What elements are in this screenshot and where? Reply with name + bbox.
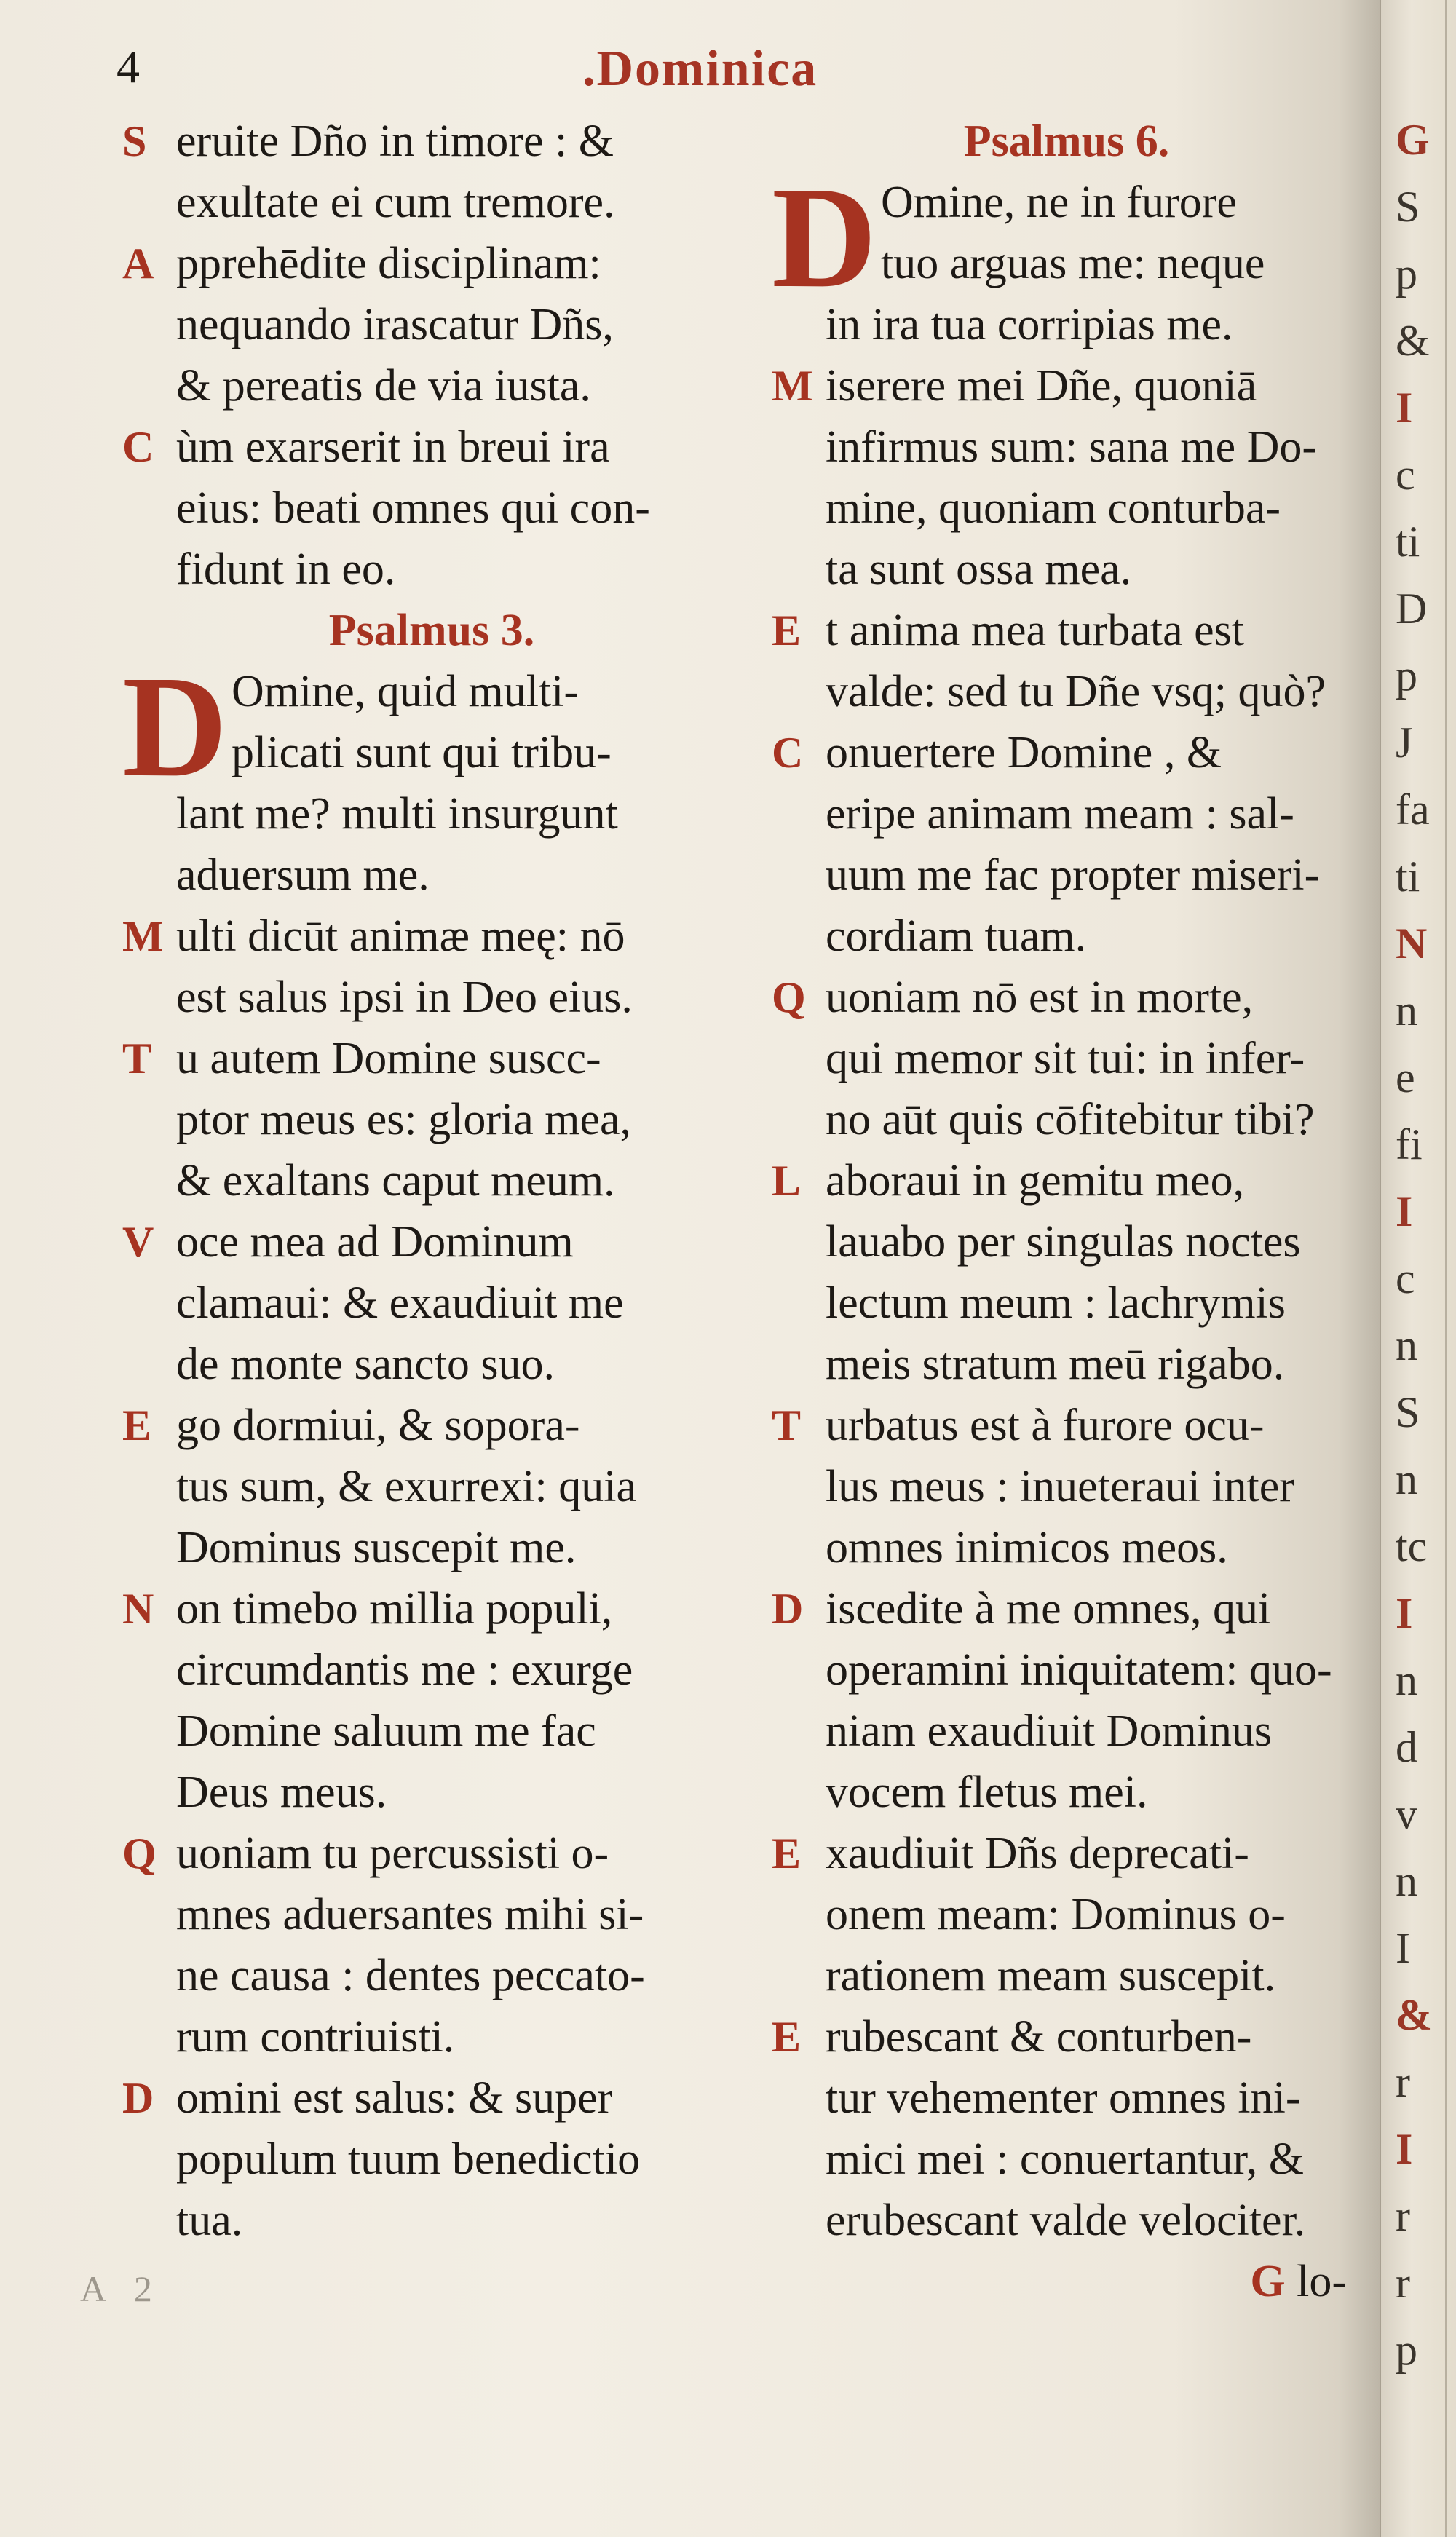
verse-text: nequando irascatur Dñs, bbox=[176, 300, 614, 349]
left-column bbox=[122, 111, 741, 2251]
verse-line bbox=[772, 2067, 1361, 2129]
verse-text: fidunt in eo. bbox=[176, 545, 396, 594]
facing-page-fragment: fi bbox=[1396, 1120, 1423, 1168]
verse-line bbox=[122, 1884, 741, 1945]
facing-page-fragment: n bbox=[1396, 1656, 1417, 1704]
verse-line bbox=[772, 1211, 1361, 1273]
verse-line bbox=[122, 844, 741, 906]
facing-page-fragment: n bbox=[1396, 1321, 1417, 1369]
facing-page-fragment: r bbox=[1396, 2259, 1410, 2307]
verse-text: uoniam nō est in morte, bbox=[826, 973, 1254, 1022]
verse-text: on timebo millia populi, bbox=[176, 1584, 613, 1634]
verse-line bbox=[122, 233, 741, 294]
verse-text: tur vehementer omnes ini- bbox=[826, 2073, 1301, 2123]
verse-text: uum me fac propter miseri- bbox=[826, 850, 1320, 900]
facing-page-fragment: D bbox=[1396, 585, 1428, 633]
verse-text: onuertere Domine , & bbox=[826, 728, 1222, 777]
facing-page-fragment: I bbox=[1396, 2125, 1413, 2173]
verse-text: aboraui in gemitu meo, bbox=[826, 1156, 1245, 1206]
rubric-initial: E bbox=[122, 1401, 152, 1449]
verse-line bbox=[122, 967, 741, 1028]
verse-line bbox=[772, 1639, 1361, 1701]
verse-text: cordiam tuam. bbox=[826, 911, 1087, 961]
dropcap-line: tuo arguas me: neque bbox=[881, 239, 1265, 288]
rubric-initial: M bbox=[122, 912, 164, 960]
facing-page-fragment: I bbox=[1396, 1589, 1413, 1637]
verse-text: xaudiuit Dñs deprecati- bbox=[826, 1829, 1249, 1878]
verse-line bbox=[772, 1762, 1361, 1823]
verse-line bbox=[122, 1456, 741, 1517]
verse-line bbox=[772, 1273, 1361, 1334]
page-number: 4 bbox=[116, 41, 140, 92]
verse-text: lant me? multi insurgunt bbox=[176, 789, 618, 839]
verse-line bbox=[122, 1211, 741, 1273]
verse-text: niam exaudiuit Dominus bbox=[826, 1706, 1273, 1756]
verse-line bbox=[772, 1456, 1361, 1517]
verse-line bbox=[122, 172, 741, 233]
verse-line bbox=[122, 1578, 741, 1639]
verse-text: operamini iniquitatem: quo- bbox=[826, 1645, 1332, 1695]
verse-line bbox=[122, 539, 741, 600]
catchword-initial: G bbox=[1250, 2257, 1286, 2306]
rubric-initial: S bbox=[122, 117, 147, 165]
verse-line bbox=[122, 2129, 741, 2190]
verse-text: rum contriuisti. bbox=[176, 2012, 455, 2062]
verse-line bbox=[772, 844, 1361, 906]
verse-line bbox=[122, 1945, 741, 2006]
catchword-text: lo- bbox=[1297, 2257, 1347, 2306]
verse-text: exultate ei cum tremore. bbox=[176, 178, 615, 227]
verse-text: ptor meus es: gloria mea, bbox=[176, 1095, 631, 1144]
verse-line bbox=[772, 355, 1361, 416]
verse-text: in ira tua corripias me. bbox=[826, 300, 1233, 349]
verse-line bbox=[772, 1089, 1361, 1150]
rubric-initial: E bbox=[772, 2013, 802, 2061]
verse-line bbox=[772, 1150, 1361, 1211]
page-header bbox=[116, 40, 1340, 106]
rubric-initial: L bbox=[772, 1157, 802, 1205]
facing-page-fragment: v bbox=[1396, 1790, 1417, 1838]
facing-page-fragment: I bbox=[1396, 384, 1413, 432]
verse-line bbox=[772, 1578, 1361, 1639]
verse-line bbox=[772, 661, 1361, 722]
verse-text: iserere mei Dñe, quoniā bbox=[826, 361, 1257, 411]
right-verse-block bbox=[772, 294, 1361, 2251]
verse-text: ne causa : dentes peccato- bbox=[176, 1951, 645, 2000]
verse-line bbox=[772, 722, 1361, 783]
verse-text: eius: beati omnes qui con- bbox=[176, 483, 650, 533]
facing-page-fragment: fa bbox=[1396, 785, 1430, 834]
verse-line bbox=[122, 2190, 741, 2251]
rubric-initial: T bbox=[772, 1401, 802, 1449]
verse-text: lus meus : inueteraui inter bbox=[826, 1462, 1294, 1511]
rubric-initial: E bbox=[772, 1829, 802, 1877]
verse-line bbox=[772, 1395, 1361, 1456]
verse-text: pprehēdite disciplinam: bbox=[176, 239, 601, 288]
verse-line bbox=[772, 1517, 1361, 1578]
verse-line bbox=[122, 1395, 741, 1456]
verse-line bbox=[122, 906, 741, 967]
verse-text: u autem Domine suscc- bbox=[176, 1034, 601, 1083]
facing-page-fragment: n bbox=[1396, 986, 1417, 1034]
verse-text: de monte sancto suo. bbox=[176, 1339, 555, 1389]
verse-text: circumdantis me : exurge bbox=[176, 1645, 633, 1695]
facing-page-edge bbox=[1380, 0, 1456, 2537]
facing-page-fragment: ti bbox=[1396, 518, 1420, 566]
dropcap-letter: D bbox=[122, 646, 228, 807]
verse-text: ulti dicūt animæ meę: nō bbox=[176, 911, 625, 961]
rubric-initial: D bbox=[122, 2074, 154, 2122]
facing-page-fragment: & bbox=[1396, 317, 1430, 365]
verse-text: uoniam tu percussisti o- bbox=[176, 1829, 609, 1878]
verse-line bbox=[772, 600, 1361, 661]
verse-text: tus sum, & exurrexi: quia bbox=[176, 1462, 636, 1511]
rubric-initial: T bbox=[122, 1034, 152, 1083]
verse-line bbox=[772, 967, 1361, 1028]
left-verse-block-2 bbox=[122, 783, 741, 2251]
facing-page-fragment: n bbox=[1396, 1857, 1417, 1905]
catchword bbox=[772, 2251, 1361, 2312]
facing-page-fragment: tc bbox=[1396, 1522, 1428, 1570]
facing-page-fragment: c bbox=[1396, 451, 1415, 499]
left-verse-block-1 bbox=[122, 111, 741, 600]
facing-page-fragment: p bbox=[1396, 652, 1417, 700]
verse-line bbox=[772, 1884, 1361, 1945]
psalm-3-opening bbox=[122, 646, 741, 807]
verse-text: est salus ipsi in Deo eius. bbox=[176, 973, 633, 1022]
facing-page-fragment: d bbox=[1396, 1723, 1417, 1771]
verse-text: rationem meam suscepit. bbox=[826, 1951, 1276, 2000]
verse-line bbox=[772, 783, 1361, 844]
page-gutter-line bbox=[1445, 0, 1447, 2537]
verse-line bbox=[772, 478, 1361, 539]
psalm-heading-6: Psalmus 6. bbox=[963, 116, 1170, 166]
verse-text: aduersum me. bbox=[176, 850, 430, 900]
verse-text: ta sunt ossa mea. bbox=[826, 545, 1132, 594]
verse-text: mici mei : conuertantur, & bbox=[826, 2134, 1304, 2184]
verse-line bbox=[772, 2129, 1361, 2190]
psalm-6-opening bbox=[772, 157, 1361, 318]
verse-line bbox=[122, 1762, 741, 1823]
facing-page-fragment: r bbox=[1396, 2192, 1410, 2240]
verse-line bbox=[122, 355, 741, 416]
psalm-heading-3: Psalmus 3. bbox=[328, 606, 535, 655]
verse-text: eruite Dño in timore : & bbox=[176, 116, 614, 166]
dropcap-line: plicati sunt qui tribu- bbox=[232, 728, 612, 777]
signature-mark: A 2 bbox=[80, 2268, 162, 2309]
facing-page-fragment: S bbox=[1396, 1388, 1420, 1436]
verse-text: lauabo per singulas noctes bbox=[826, 1217, 1301, 1267]
verse-text: Domine saluum me fac bbox=[176, 1706, 596, 1756]
dropcap-line: Omine, ne in furore bbox=[881, 178, 1237, 227]
facing-page-fragment: p bbox=[1396, 2326, 1417, 2374]
verse-line bbox=[122, 111, 741, 172]
facing-page-fragment: n bbox=[1396, 1455, 1417, 1503]
verse-line bbox=[122, 1701, 741, 1762]
rubric-initial: E bbox=[772, 606, 802, 654]
facing-page-fragment: p bbox=[1396, 250, 1417, 298]
facing-page-fragment: e bbox=[1396, 1053, 1415, 1101]
verse-line bbox=[122, 1028, 741, 1089]
verse-text: vocem fletus mei. bbox=[826, 1768, 1148, 1817]
verse-text: lectum meum : lachrymis bbox=[826, 1278, 1286, 1328]
verse-text: Deus meus. bbox=[176, 1768, 387, 1817]
verse-text: clamaui: & exaudiuit me bbox=[176, 1278, 624, 1328]
verse-line bbox=[122, 1517, 741, 1578]
verse-text: Dominus suscepit me. bbox=[176, 1523, 577, 1572]
facing-page-fragment: r bbox=[1396, 2058, 1410, 2106]
facing-page-fragment: & bbox=[1396, 1991, 1432, 2039]
verse-text: omnes inimicos meos. bbox=[826, 1523, 1228, 1572]
facing-page-fragment: c bbox=[1396, 1254, 1415, 1302]
rubric-initial: Q bbox=[772, 973, 806, 1021]
verse-text: mine, quoniam conturba- bbox=[826, 483, 1281, 533]
verse-text: oce mea ad Dominum bbox=[176, 1217, 574, 1267]
verse-text: erubescant valde velociter. bbox=[826, 2196, 1306, 2245]
rubric-initial: V bbox=[122, 1218, 154, 1266]
verse-line bbox=[122, 1823, 741, 1884]
verse-line bbox=[122, 1273, 741, 1334]
verse-text: no aūt quis cōfitebitur tibi? bbox=[826, 1095, 1315, 1144]
verse-line bbox=[772, 539, 1361, 600]
rubric-initial: N bbox=[122, 1585, 154, 1633]
running-title: .Dominica bbox=[582, 41, 818, 97]
dropcap-line: Omine, quid multi- bbox=[232, 667, 579, 716]
facing-page-fragment: N bbox=[1396, 919, 1428, 967]
verse-line bbox=[772, 906, 1361, 967]
verse-line bbox=[772, 1028, 1361, 1089]
verse-line bbox=[122, 478, 741, 539]
verse-line bbox=[122, 1089, 741, 1150]
rubric-initial: M bbox=[772, 362, 813, 410]
verse-line bbox=[122, 416, 741, 478]
verse-text: urbatus est à furore ocu- bbox=[826, 1401, 1265, 1450]
verse-text: populum tuum benedictio bbox=[176, 2134, 641, 2184]
verse-text: ùm exarserit in breui ira bbox=[176, 422, 610, 472]
dropcap-letter: D bbox=[772, 157, 877, 318]
verse-line bbox=[772, 1945, 1361, 2006]
verse-text: eripe animam meam : sal- bbox=[826, 789, 1294, 839]
verse-line bbox=[772, 2006, 1361, 2067]
verse-text: go dormiui, & sopora- bbox=[176, 1401, 580, 1450]
verse-line bbox=[122, 294, 741, 355]
verse-line bbox=[772, 2190, 1361, 2251]
facing-page-fragment: I bbox=[1396, 1187, 1413, 1235]
verse-text: iscedite à me omnes, qui bbox=[826, 1584, 1271, 1634]
verse-text: & pereatis de via iusta. bbox=[176, 361, 591, 411]
verse-line bbox=[772, 1701, 1361, 1762]
verse-line bbox=[122, 2006, 741, 2067]
facing-page-fragment: I bbox=[1396, 1924, 1410, 1972]
rubric-initial: Q bbox=[122, 1829, 157, 1877]
verse-line bbox=[772, 1334, 1361, 1395]
right-column bbox=[772, 111, 1361, 2312]
verse-text: rubescant & conturben- bbox=[826, 2012, 1252, 2062]
verse-line bbox=[122, 1150, 741, 1211]
verse-text: t anima mea turbata est bbox=[826, 606, 1244, 655]
verse-line bbox=[122, 1639, 741, 1701]
verse-text: mnes aduersantes mihi si- bbox=[176, 1890, 644, 1939]
facing-page-fragment: S bbox=[1396, 183, 1420, 231]
verse-text: omini est salus: & super bbox=[176, 2073, 613, 2123]
facing-page-fragment: G bbox=[1396, 116, 1430, 164]
verse-line bbox=[122, 1334, 741, 1395]
verse-text: infirmus sum: sana me Do- bbox=[826, 422, 1318, 472]
verse-line bbox=[772, 416, 1361, 478]
verse-text: tua. bbox=[176, 2196, 243, 2245]
verse-line bbox=[122, 2067, 741, 2129]
verse-text: onem meam: Dominus o- bbox=[826, 1890, 1286, 1939]
rubric-initial: C bbox=[772, 729, 804, 777]
verse-text: meis stratum meū rigabo. bbox=[826, 1339, 1285, 1389]
verse-line bbox=[772, 1823, 1361, 1884]
verse-text: qui memor sit tui: in infer- bbox=[826, 1034, 1305, 1083]
verse-text: & exaltans caput meum. bbox=[176, 1156, 615, 1206]
rubric-initial: D bbox=[772, 1585, 804, 1633]
rubric-initial: C bbox=[122, 423, 154, 471]
facing-page-fragment: ti bbox=[1396, 852, 1420, 901]
verse-text: valde: sed tu Dñe vsq; quò? bbox=[826, 667, 1326, 716]
facing-page-fragment: J bbox=[1396, 719, 1413, 767]
rubric-initial: A bbox=[122, 240, 154, 288]
